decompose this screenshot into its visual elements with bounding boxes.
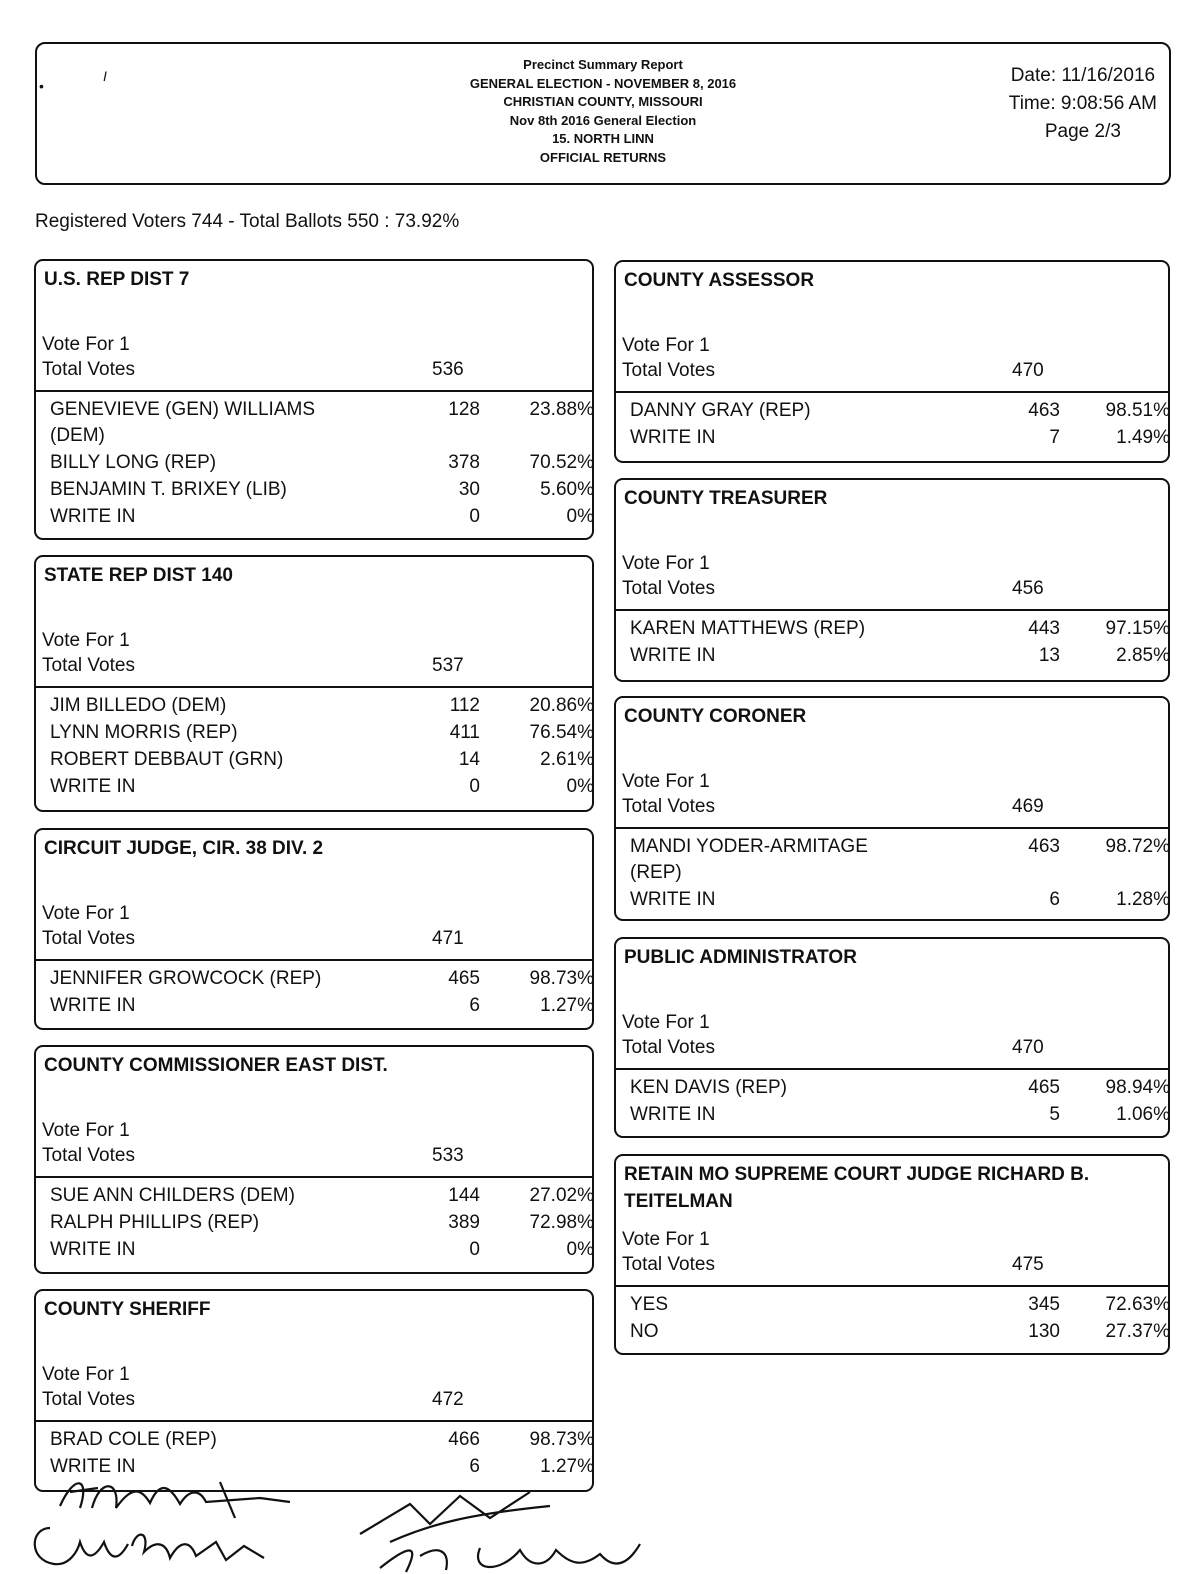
total-votes-label: Total Votes xyxy=(622,1254,715,1275)
candidate-name xyxy=(50,720,238,746)
candidate-name-line: WRITE IN xyxy=(630,1104,716,1125)
race-divider xyxy=(36,959,592,961)
candidate-votes: 378 xyxy=(448,452,480,473)
total-votes-value: 471 xyxy=(432,928,464,949)
candidate-name xyxy=(630,1292,668,1318)
race-title xyxy=(44,835,582,862)
candidate-name xyxy=(50,693,226,719)
candidate-name-line: ROBERT DEBBAUT (GRN) xyxy=(50,749,284,770)
candidate-name xyxy=(50,993,136,1019)
candidate-votes: 465 xyxy=(448,968,480,989)
candidate-name xyxy=(50,1183,295,1209)
candidate-row xyxy=(50,477,592,503)
report-time: Time: 9:08:56 AM xyxy=(1008,93,1157,114)
candidate-name-line: MANDI YODER-ARMITAGE xyxy=(630,836,868,857)
vote-for-label: Vote For 1 xyxy=(622,335,710,356)
race-title-line: COUNTY TREASURER xyxy=(624,488,828,509)
report-date: Date: 11/16/2016 xyxy=(1010,65,1156,86)
candidate-row xyxy=(630,1292,1168,1318)
candidate-name xyxy=(50,747,283,773)
candidate-votes: 14 xyxy=(458,749,480,770)
candidate-votes: 6 xyxy=(1049,889,1060,910)
signature-left xyxy=(20,1468,320,1574)
candidate-name xyxy=(630,1319,659,1345)
total-votes-value: 470 xyxy=(1012,360,1044,381)
candidate-percent: 76.54% xyxy=(529,722,594,743)
candidate-name-line: (DEM) xyxy=(50,425,105,446)
candidate-row xyxy=(630,1075,1168,1101)
candidate-row xyxy=(50,397,592,449)
total-votes-value: 533 xyxy=(432,1145,464,1166)
candidate-votes: 30 xyxy=(458,479,480,500)
total-votes-label: Total Votes xyxy=(622,360,715,381)
candidate-votes: 443 xyxy=(1028,618,1060,639)
candidate-name xyxy=(630,1075,787,1101)
candidate-name-line: WRITE IN xyxy=(50,776,136,797)
race-box xyxy=(614,478,1170,682)
candidate-percent: 1.49% xyxy=(1116,427,1170,448)
candidate-name xyxy=(630,834,868,886)
race-title-line: PUBLIC ADMINISTRATOR xyxy=(624,947,857,968)
candidate-percent: 70.52% xyxy=(529,452,594,473)
candidate-percent: 27.37% xyxy=(1105,1321,1170,1342)
candidate-votes: 13 xyxy=(1038,645,1060,666)
race-box xyxy=(34,1045,594,1274)
candidate-percent: 98.94% xyxy=(1105,1077,1170,1098)
candidate-name xyxy=(50,504,136,530)
race-box xyxy=(34,259,594,540)
total-votes-label: Total Votes xyxy=(42,655,135,676)
race-title xyxy=(44,562,582,589)
candidate-name xyxy=(50,1427,217,1453)
candidate-row xyxy=(630,1102,1168,1128)
race-divider xyxy=(36,1420,592,1422)
candidate-name-line: GENEVIEVE (GEN) WILLIAMS xyxy=(50,399,315,420)
candidate-votes: 0 xyxy=(469,1239,480,1260)
precinct-name: 15. NORTH LINN xyxy=(552,131,654,147)
candidate-percent: 98.73% xyxy=(529,1429,594,1450)
candidate-percent: 1.06% xyxy=(1116,1104,1170,1125)
candidate-name-line: (REP) xyxy=(630,862,682,883)
candidate-row xyxy=(50,504,592,530)
candidate-row xyxy=(630,616,1168,642)
candidate-name-line: KEN DAVIS (REP) xyxy=(630,1077,787,1098)
candidate-percent: 5.60% xyxy=(540,479,594,500)
candidate-votes: 463 xyxy=(1028,836,1060,857)
candidate-percent: 72.98% xyxy=(529,1212,594,1233)
candidate-percent: 98.72% xyxy=(1105,836,1170,857)
candidate-name-line: DANNY GRAY (REP) xyxy=(630,400,811,421)
page-number: Page 2/3 xyxy=(1044,121,1121,142)
candidate-name-line: JENNIFER GROWCOCK (REP) xyxy=(50,968,322,989)
total-votes-label: Total Votes xyxy=(42,1389,135,1410)
candidate-name xyxy=(50,1237,136,1263)
vote-for-label: Vote For 1 xyxy=(42,1364,130,1385)
report-title: Precinct Summary Report xyxy=(523,57,683,72)
race-divider xyxy=(616,1068,1168,1070)
returns-label: OFFICIAL RETURNS xyxy=(539,149,667,165)
candidate-percent: 27.02% xyxy=(529,1185,594,1206)
election-title: GENERAL ELECTION - NOVEMBER 8, 2016 xyxy=(469,75,737,91)
candidate-percent: 23.88% xyxy=(529,399,594,420)
race-divider xyxy=(36,686,592,688)
candidate-percent: 2.85% xyxy=(1116,645,1170,666)
candidate-name-line: YES xyxy=(630,1294,669,1315)
candidate-name xyxy=(50,450,216,476)
race-title-line: COUNTY ASSESSOR xyxy=(624,270,815,291)
total-votes-value: 456 xyxy=(1012,578,1044,599)
candidate-name-line: JIM BILLEDO (DEM) xyxy=(50,695,227,716)
total-votes-value: 470 xyxy=(1012,1037,1044,1058)
candidate-votes: 389 xyxy=(448,1212,480,1233)
race-title xyxy=(624,703,1158,730)
vote-for-label: Vote For 1 xyxy=(42,334,130,355)
candidate-name-line: WRITE IN xyxy=(50,1456,136,1477)
vote-for-label: Vote For 1 xyxy=(622,771,710,792)
candidate-percent: 1.28% xyxy=(1116,889,1170,910)
candidate-name-line: WRITE IN xyxy=(630,427,716,448)
candidate-votes: 7 xyxy=(1049,427,1060,448)
total-votes-label: Total Votes xyxy=(622,578,715,599)
total-votes-value: 475 xyxy=(1012,1254,1044,1275)
candidate-name xyxy=(50,966,321,992)
race-title xyxy=(624,485,1158,512)
candidate-row xyxy=(50,966,592,992)
candidate-votes: 144 xyxy=(448,1185,480,1206)
race-box xyxy=(614,696,1170,921)
race-title xyxy=(624,1161,1158,1215)
candidate-row xyxy=(50,1427,592,1453)
total-votes-value: 472 xyxy=(432,1389,464,1410)
candidate-row xyxy=(50,774,592,800)
candidate-row xyxy=(630,425,1168,451)
vote-for-label: Vote For 1 xyxy=(622,1012,710,1033)
candidate-row xyxy=(630,643,1168,669)
vote-for-label: Vote For 1 xyxy=(42,903,130,924)
candidate-name xyxy=(630,398,811,424)
candidate-votes: 5 xyxy=(1049,1104,1060,1125)
candidate-name xyxy=(50,1210,259,1236)
race-divider xyxy=(616,1285,1168,1287)
candidate-name xyxy=(630,616,865,642)
candidate-name-line: BILLY LONG (REP) xyxy=(50,452,217,473)
race-box xyxy=(34,828,594,1030)
race-title-line: CIRCUIT JUDGE, CIR. 38 DIV. 2 xyxy=(44,838,324,859)
vote-for-label: Vote For 1 xyxy=(622,553,710,574)
candidate-votes: 6 xyxy=(469,995,480,1016)
race-title-line: TEITELMAN xyxy=(624,1191,733,1212)
candidate-name-line: WRITE IN xyxy=(50,995,136,1016)
race-box xyxy=(614,1154,1170,1355)
candidate-percent: 0% xyxy=(566,1239,594,1260)
race-title xyxy=(44,1296,582,1323)
candidate-percent: 0% xyxy=(566,506,594,527)
race-divider xyxy=(36,1176,592,1178)
candidate-name-line: BRAD COLE (REP) xyxy=(50,1429,217,1450)
candidate-percent: 1.27% xyxy=(540,1456,594,1477)
county-name: CHRISTIAN COUNTY, MISSOURI xyxy=(503,94,703,110)
candidate-name xyxy=(630,887,716,913)
race-divider xyxy=(616,391,1168,393)
candidate-row xyxy=(50,450,592,476)
signature-right xyxy=(350,1484,650,1574)
race-divider xyxy=(616,609,1168,611)
candidate-name-line: SUE ANN CHILDERS (DEM) xyxy=(50,1185,295,1206)
candidate-name-line: WRITE IN xyxy=(50,1239,136,1260)
candidate-name-line: RALPH PHILLIPS (REP) xyxy=(50,1212,260,1233)
total-votes-label: Total Votes xyxy=(42,1145,135,1166)
total-votes-label: Total Votes xyxy=(42,928,135,949)
race-box xyxy=(614,937,1170,1138)
race-title-line: RETAIN MO SUPREME COURT JUDGE RICHARD B. xyxy=(624,1164,1090,1185)
candidate-votes: 465 xyxy=(1028,1077,1060,1098)
candidate-name xyxy=(630,1102,716,1128)
candidate-percent: 72.63% xyxy=(1105,1294,1170,1315)
total-votes-value: 469 xyxy=(1012,796,1044,817)
header-meta xyxy=(1009,62,1157,146)
candidate-row xyxy=(630,834,1168,886)
candidate-row xyxy=(50,993,592,1019)
total-votes-label: Total Votes xyxy=(42,359,135,380)
candidate-votes: 130 xyxy=(1028,1321,1060,1342)
race-box xyxy=(34,555,594,812)
race-title-line: STATE REP DIST 140 xyxy=(44,565,233,586)
candidate-name-line: BENJAMIN T. BRIXEY (LIB) xyxy=(50,479,287,500)
candidate-votes: 0 xyxy=(469,506,480,527)
candidate-row xyxy=(50,747,592,773)
candidate-row xyxy=(630,887,1168,913)
race-title-line: COUNTY CORONER xyxy=(624,706,807,727)
race-title xyxy=(44,1052,582,1079)
candidate-votes: 112 xyxy=(449,695,480,716)
corner-mark: I xyxy=(103,68,107,84)
candidate-votes: 345 xyxy=(1028,1294,1060,1315)
race-box xyxy=(614,260,1170,463)
race-title xyxy=(44,266,582,293)
race-box xyxy=(34,1289,594,1492)
candidate-name xyxy=(50,477,287,503)
candidate-votes: 128 xyxy=(448,399,480,420)
report-header xyxy=(35,42,1171,185)
total-votes-label: Total Votes xyxy=(622,1037,715,1058)
race-title-line: COUNTY SHERIFF xyxy=(44,1299,211,1320)
race-title-line: COUNTY COMMISSIONER EAST DIST. xyxy=(44,1055,388,1076)
candidate-row xyxy=(50,1237,592,1263)
race-title-line: U.S. REP DIST 7 xyxy=(44,269,190,290)
race-divider xyxy=(616,827,1168,829)
candidate-percent: 98.73% xyxy=(529,968,594,989)
vote-for-label: Vote For 1 xyxy=(42,1120,130,1141)
candidate-percent: 0% xyxy=(566,776,594,797)
candidate-row xyxy=(50,720,592,746)
candidate-votes: 6 xyxy=(469,1456,480,1477)
candidate-name xyxy=(50,397,315,449)
candidate-percent: 97.15% xyxy=(1105,618,1170,639)
candidate-votes: 466 xyxy=(448,1429,480,1450)
candidate-name xyxy=(630,425,716,451)
candidate-percent: 20.86% xyxy=(529,695,594,716)
candidate-row xyxy=(50,1183,592,1209)
candidate-votes: 463 xyxy=(1028,400,1060,421)
corner-dot: • xyxy=(39,78,44,94)
candidate-votes: 0 xyxy=(469,776,480,797)
total-votes-label: Total Votes xyxy=(622,796,715,817)
total-votes-value: 537 xyxy=(432,655,464,676)
candidate-percent: 2.61% xyxy=(540,749,594,770)
vote-for-label: Vote For 1 xyxy=(622,1229,710,1250)
candidate-name-line: LYNN MORRIS (REP) xyxy=(50,722,238,743)
candidate-name-line: WRITE IN xyxy=(630,889,716,910)
vote-for-label: Vote For 1 xyxy=(42,630,130,651)
election-name: Nov 8th 2016 General Election xyxy=(509,112,697,128)
race-title xyxy=(624,267,1158,294)
candidate-percent: 98.51% xyxy=(1105,400,1170,421)
candidate-name-line: KAREN MATTHEWS (REP) xyxy=(630,618,866,639)
candidate-percent: 1.27% xyxy=(540,995,594,1016)
registered-voters-summary: Registered Voters 744 - Total Ballots 550 : 73.92% xyxy=(35,211,460,232)
candidate-name-line: WRITE IN xyxy=(50,506,136,527)
candidate-name xyxy=(50,774,136,800)
candidate-row xyxy=(630,1319,1168,1345)
candidate-name-line: NO xyxy=(630,1321,659,1342)
total-votes-value: 536 xyxy=(432,359,464,380)
race-title xyxy=(624,944,1158,971)
candidate-row xyxy=(50,1210,592,1236)
header-title-block xyxy=(37,56,1169,168)
candidate-row xyxy=(50,693,592,719)
race-divider xyxy=(36,390,592,392)
candidate-name xyxy=(630,643,716,669)
candidate-row xyxy=(630,398,1168,424)
candidate-name-line: WRITE IN xyxy=(630,645,716,666)
candidate-votes: 411 xyxy=(449,722,480,743)
